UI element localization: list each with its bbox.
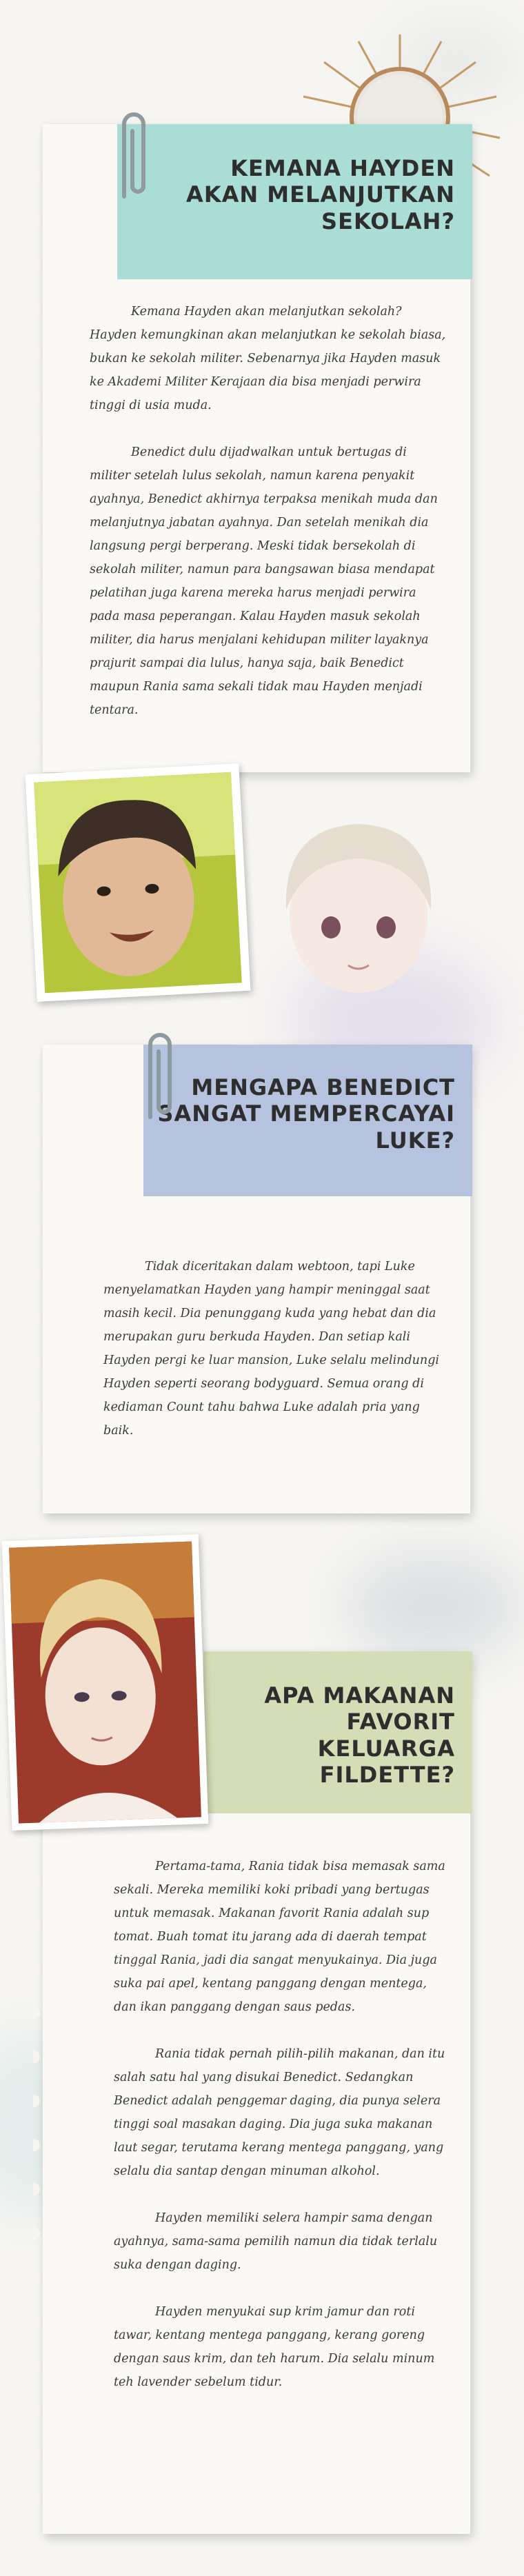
section-title-1-line-2: AKAN MELANJUTKAN: [186, 181, 455, 208]
paperclip-icon: [112, 103, 156, 207]
section-1-paragraph-1: Kemana Hayden akan melanjutkan sekolah? Hayden kemungkinan akan melanjutkan ke sekolah biasa, bukan ke sekolah militer. Sebenarnya jika Hayden masuk ke Akademi Militer Kerajaan dia bisa menjadi perwira tinggi di usia muda.: [90, 305, 446, 412]
bg-wash-gray: [345, 1551, 524, 1662]
section-body-2: [103, 1255, 448, 1466]
section-title-3-line-2: FAVORIT KELUARGA: [317, 1709, 455, 1762]
section-title-3: [207, 1682, 455, 1789]
section-title-2-line-1: MENGAPA BENEDICT: [191, 1074, 455, 1100]
section-3-paragraph-3: Hayden memiliki selera hampir sama dengan ayahnya, sama-sama pemilih namun dia tidak terlalu suka dengan daging.: [114, 2211, 438, 2272]
section-title-2-line-2: SANGAT MEMPERCAYAI: [157, 1100, 455, 1127]
section-3-paragraph-1: Pertama-tama, Rania tidak bisa memasak sama sekali. Mereka memiliki koki pribadi yang bertugas untuk memasak. Makanan favorit Rania adalah sup tomat. Buah tomat itu jarang ada di daerah tempat tinggal Rania, jadi dia sangat menyukainya. Dia juga suka pai apel, kentang panggang dengan mentega, dan ikan panggang dengan saus pedas.: [114, 1860, 445, 2014]
section-body-3: [114, 1855, 452, 2417]
section-title-2: [148, 1074, 455, 1154]
paperclip-icon: [138, 1024, 182, 1127]
section-2-paragraph-1: Tidak diceritakan dalam webtoon, tapi Luke menyelamatkan Hayden yang hampir meninggal saat masih kecil. Dia penunggang kuda yang hebat dan dia merupakan guru berkuda Hayden. Dan setiap kali Hayden pergi ke luar mansion, Luke selalu melindungi Hayden seperti seorang bodyguard. Semua orang di kediaman Count tahu bahwa Luke adalah pria yang baik.: [103, 1260, 439, 1438]
section-body-1: [90, 300, 448, 745]
section-title-3-line-1: APA MAKANAN: [264, 1682, 455, 1709]
section-1-paragraph-2: Benedict dulu dijadwalkan untuk bertugas di militer setelah lulus sekolah, namun karena penyakit ayahnya, Benedict akhirnya terpaksa menikah muda dan melanjutnya jabatan ayahnya. Dan setelah menikah dia langsung pergi berperang. Meski tidak bersekolah di sekolah militer, namun para bangsawan biasa mendapat pelatihan juga karena mereka harus menjadi perwira pada masa peperangan. Kalau Hayden masuk sekolah militer, dia harus menjalani kehidupan militer layaknya prajurit sampai dia lulus, hanya saja, baik Benedict maupun Rania sama sekali tidak mau Hayden menjadi tentara.: [90, 445, 438, 717]
section-title-3-line-3: FILDETTE?: [319, 1762, 455, 1789]
section-3-paragraph-4: Hayden menyukai sup krim jamur dan roti tawar, kentang mentega panggang, kerang goreng dengan saus krim, dan teh harum. Dia selalu minum teh lavender sebelum tidur.: [114, 2305, 435, 2389]
section-title-2-line-3: LUKE?: [375, 1127, 455, 1154]
section-title-1-line-1: KEMANA HAYDEN: [230, 155, 455, 181]
child-portrait-photo: [255, 800, 455, 1007]
section-title-1-line-3: SEKOLAH?: [321, 208, 455, 234]
rania-portrait-photo: [2, 1534, 208, 1831]
section-title-1: [152, 155, 455, 234]
hayden-portrait-photo: [26, 763, 251, 1002]
section-3-paragraph-2: Rania tidak pernah pilih-pilih makanan, dan itu salah satu hal yang disukai Benedict. Sedangkan Benedict adalah penggemar daging, dia punya selera tinggi soal masakan daging. Dia juga suka makanan laut segar, terutama kerang mentega panggang, yang selalu dia santap dengan minuman alkohol.: [114, 2047, 445, 2178]
